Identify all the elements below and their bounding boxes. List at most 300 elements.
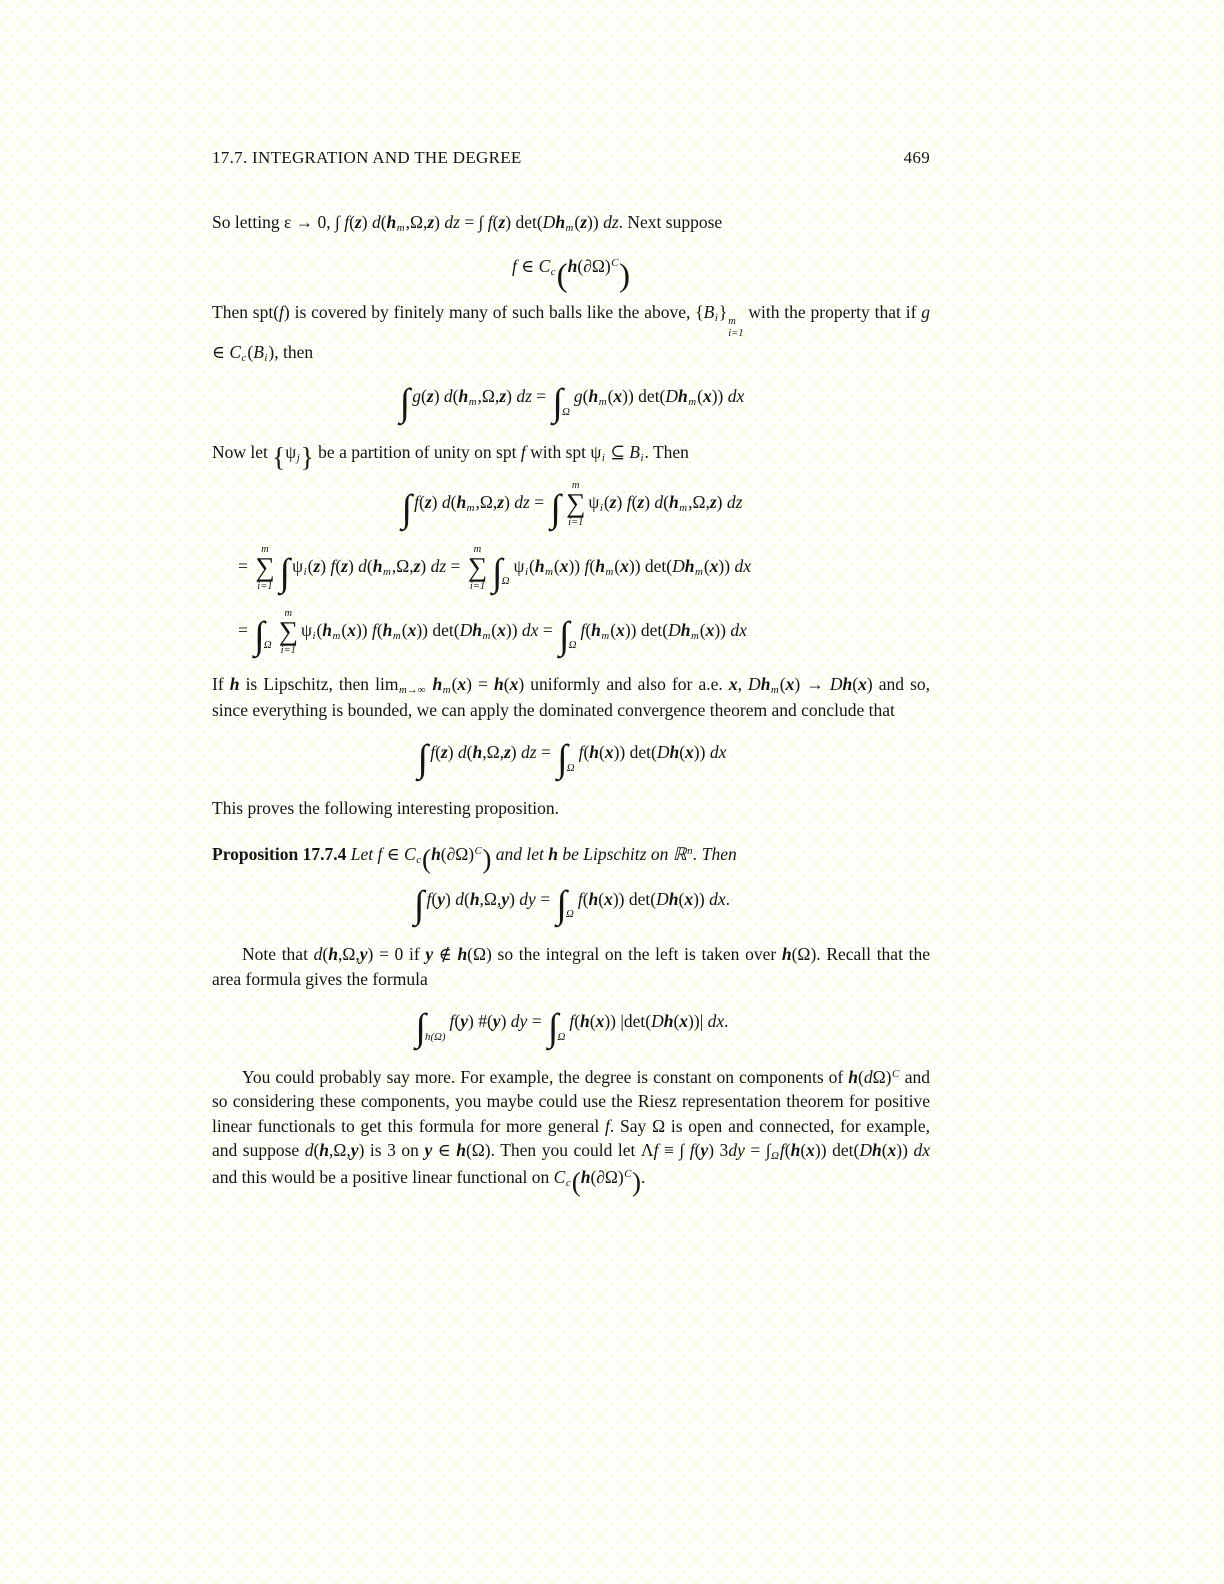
text-run: )): [714, 619, 731, 640]
text-run: (: [678, 888, 685, 909]
text-run: (: [599, 742, 605, 763]
text-run: x: [684, 888, 694, 909]
text-run: (: [366, 555, 373, 576]
text-run: x: [407, 619, 417, 640]
text-run: dx: [734, 555, 751, 576]
text-run: z: [709, 492, 717, 513]
text-run: Then spt(: [212, 302, 280, 323]
text-run: f: [689, 1140, 695, 1161]
text-run: ψ: [300, 619, 312, 640]
text-run: z: [354, 211, 362, 232]
text-run: =: [527, 1011, 546, 1032]
paragraph-then-spt: [212, 300, 930, 366]
text-run: h: [229, 673, 240, 694]
text-run: h: [458, 386, 469, 407]
text-run: )): [693, 742, 710, 763]
text-run: ,Ω,: [477, 386, 500, 407]
text-run: (: [316, 619, 323, 640]
text-run: Ω): [872, 1066, 892, 1087]
text-run: (: [376, 619, 383, 640]
text-run: z: [497, 492, 505, 513]
text-run: m: [688, 396, 697, 409]
text-run: y: [359, 944, 368, 965]
text-run: m: [695, 565, 703, 578]
text-run: ): [500, 1011, 511, 1032]
text-run: D: [459, 619, 473, 640]
text-run: h: [382, 619, 393, 640]
text-run: x: [559, 555, 569, 576]
text-run: )): [896, 1140, 914, 1161]
text-run: h: [548, 844, 558, 865]
text-run: m: [679, 502, 688, 515]
text-run: ): [616, 492, 627, 513]
text-run: h: [456, 1140, 466, 1161]
sum-operator: m ∑ i=1: [255, 543, 275, 592]
text-run: =: [538, 619, 558, 640]
text-run: (: [571, 1166, 581, 1197]
text-run: ,Ω,: [391, 555, 414, 576]
text-run: = ∫: [459, 211, 488, 232]
text-run: ): [510, 742, 521, 763]
text-run: (: [553, 555, 560, 576]
section-title: 17.7. INTEGRATION AND THE DEGREE: [212, 148, 522, 167]
text-run: z: [499, 386, 507, 407]
text-run: (: [779, 673, 786, 694]
text-run: dy: [519, 888, 536, 909]
text-run: ψ: [292, 555, 304, 576]
text-run: x: [858, 673, 867, 694]
text-run: (: [697, 386, 703, 407]
text-run: f: [578, 742, 584, 763]
text-run: (: [610, 619, 617, 640]
text-run: m: [466, 502, 475, 515]
text-run: (: [419, 492, 425, 513]
text-run: f: [330, 555, 336, 576]
text-run: dz: [726, 492, 743, 513]
text-run: h: [678, 386, 688, 407]
text-run: )) det(: [624, 619, 669, 640]
text-run: (: [349, 211, 355, 232]
text-run: dz: [603, 211, 619, 232]
text-run: i: [599, 502, 603, 515]
text-run: h: [580, 1011, 590, 1032]
text-run: be a partition of unity on spt: [313, 441, 521, 462]
text-run: c: [565, 1176, 571, 1189]
paragraph-you-could-say-more: [212, 1065, 930, 1197]
text-run: C: [229, 342, 242, 363]
integral-sign: ∫: [399, 382, 411, 424]
text-run: (: [307, 555, 314, 576]
text-run: (: [452, 386, 459, 407]
integral-sign: ∫: [417, 737, 429, 780]
text-run: D: [656, 742, 670, 763]
text-run: x: [604, 888, 613, 909]
text-run: (: [574, 1011, 581, 1032]
text-run: ): [434, 211, 445, 232]
text-run: z: [413, 555, 421, 576]
text-run: . Then: [693, 844, 737, 865]
text-run: ): [716, 492, 727, 513]
text-run: (: [450, 492, 457, 513]
text-run: Ω: [501, 575, 510, 588]
sum-operator: m ∑ i=1: [467, 543, 488, 592]
text-run: (: [463, 888, 470, 909]
text-run: )) det(: [612, 888, 657, 909]
text-run: D: [668, 619, 681, 640]
text-run: ,Ω,: [337, 944, 360, 965]
text-run: . Next suppose: [618, 211, 723, 232]
text-run: m: [601, 629, 610, 642]
text-run: (: [614, 555, 621, 576]
text-run: ): [347, 555, 359, 576]
text-run: C: [538, 256, 551, 276]
text-run: f: [520, 441, 526, 462]
text-run: Proposition 17.7.4: [212, 844, 347, 865]
text-run: d: [313, 944, 323, 965]
text-run: ) uniformly and also for a.e.: [518, 673, 729, 694]
text-run: h: [456, 492, 467, 513]
text-run: h: [580, 1166, 591, 1187]
text-run: =: [535, 888, 555, 909]
text-run: z: [498, 211, 506, 232]
text-run: (: [431, 888, 438, 909]
text-run: (: [784, 1140, 791, 1161]
text-run: f: [605, 1115, 610, 1136]
text-run: If: [212, 673, 230, 694]
text-run: ): [509, 888, 520, 909]
text-run: Ω: [566, 908, 574, 921]
text-run: ): [320, 555, 331, 576]
text-run: h: [534, 555, 545, 576]
text-run: )): [711, 386, 728, 407]
text-run: (Ω). Then you could let Λ: [465, 1140, 654, 1161]
text-run: m: [382, 565, 391, 578]
text-run: ) 3: [708, 1140, 729, 1161]
text-run: dx: [521, 619, 539, 640]
text-run: You could probably say more. For example, the degree is constant on components of: [242, 1066, 849, 1087]
page-number: 469: [903, 148, 930, 167]
text-run: )) |det(: [604, 1011, 652, 1032]
text-run: f: [569, 1011, 575, 1032]
text-run: ∈: [516, 256, 539, 276]
text-run: (: [556, 256, 568, 294]
text-run: (Ω) so the integral on the left is taken over: [467, 944, 782, 965]
text-run: ∉: [433, 944, 458, 965]
text-run: z: [341, 555, 348, 576]
text-run: h: [555, 211, 566, 232]
text-run: x: [709, 555, 719, 576]
text-run: (: [589, 1011, 596, 1032]
text-run: (: [679, 742, 686, 763]
text-run: . Then: [644, 441, 689, 462]
text-run: z: [313, 555, 321, 576]
text-run: h: [372, 555, 383, 576]
text-run: )) det(: [628, 555, 673, 576]
text-run: B: [629, 441, 640, 462]
text-run: z: [609, 492, 617, 513]
paragraph-note-that: [212, 942, 930, 991]
text-run: y: [424, 1140, 433, 1161]
text-run: h: [431, 844, 441, 865]
paragraph-this-proves: [212, 796, 930, 821]
text-run: ): [632, 1166, 642, 1197]
text-run: f: [511, 256, 517, 276]
text-run: Ω: [771, 1150, 779, 1163]
text-run: h: [591, 619, 601, 640]
integral-sign: ∫: [552, 382, 564, 424]
display-equation-area-formula: [212, 1006, 930, 1049]
display-equation-proposition: [212, 884, 930, 927]
text-run: dz: [521, 742, 537, 763]
text-run: h: [472, 742, 483, 763]
text-run: (: [492, 211, 499, 232]
text-run: dx: [707, 1011, 725, 1032]
sum-operator: m ∑ i=1: [278, 607, 298, 656]
display-equation-sum-line3: [212, 608, 930, 656]
text-run: d: [441, 492, 451, 513]
text-run: m: [565, 221, 574, 234]
text-run: f: [371, 619, 377, 640]
text-run: i: [303, 565, 307, 578]
text-run: and so considering these components, you maybe could use the Riesz representation theorem for positive linear functionals to get this formula for more general: [212, 1066, 930, 1136]
text-run: {: [272, 442, 286, 473]
text-run: f: [430, 742, 436, 763]
display-equation-sum-line2: [212, 544, 930, 592]
text-run: h: [469, 888, 480, 909]
text-run: z: [424, 492, 432, 513]
display-equation-sum-line1: [212, 480, 930, 528]
text-run: g: [573, 386, 583, 407]
text-run: dx: [709, 888, 726, 909]
text-run: f: [577, 888, 583, 909]
text-run: ) is covered by finitely many of such balls like the above, {: [283, 302, 704, 323]
display-equation-g-integral: [212, 382, 930, 424]
text-run: D: [656, 888, 669, 909]
text-run: dy: [728, 1140, 745, 1161]
text-run: ) #(: [468, 1011, 493, 1032]
text-run: )) det(: [416, 619, 460, 640]
text-run: x: [613, 386, 623, 407]
text-run: h: [494, 673, 504, 694]
text-run: be Lipschitz on ℝ: [557, 844, 687, 865]
text-run: Let f ∈ C: [346, 844, 416, 865]
text-run: x: [806, 1140, 815, 1161]
text-run: C: [891, 1067, 900, 1080]
text-run: (: [322, 944, 329, 965]
text-run: ,: [737, 673, 749, 694]
text-run: ): [618, 256, 631, 294]
text-run: (∂Ω): [577, 256, 611, 276]
text-run: ψ: [285, 441, 297, 462]
text-run: (: [703, 555, 710, 576]
text-run: d: [371, 211, 381, 232]
text-run: Ω: [263, 639, 272, 652]
text-run: m: [442, 683, 451, 696]
text-run: h: [842, 673, 853, 694]
text-run: ): [431, 492, 442, 513]
text-run: =: [529, 492, 549, 513]
text-run: (: [582, 888, 589, 909]
text-run: y: [460, 1011, 469, 1032]
text-run: ψ: [588, 492, 600, 513]
text-run: h: [760, 673, 771, 694]
text-run: Ω: [562, 405, 570, 418]
text-run: dx: [727, 386, 745, 407]
text-run: (Ω). Recall that the area formula gives the formula: [212, 944, 930, 989]
integral-sign: ∫: [415, 1006, 427, 1049]
text-run: x: [509, 673, 519, 694]
text-run: x: [595, 1011, 605, 1032]
text-run: ,Ω,: [329, 1140, 351, 1161]
text-run: h: [668, 888, 679, 909]
text-run: z: [440, 742, 448, 763]
text-run: h: [589, 742, 600, 763]
text-run: B: [253, 342, 264, 363]
integral-sign: ∫: [414, 884, 425, 927]
text-run: i: [524, 565, 528, 578]
text-run: m→∞: [398, 683, 426, 696]
paragraph-now-let: [212, 440, 930, 473]
text-run: ): [504, 492, 515, 513]
text-run: c: [241, 352, 247, 365]
text-run: (: [699, 619, 706, 640]
text-run: (: [574, 211, 581, 232]
text-run: h: [663, 1011, 674, 1032]
text-run: ) det(: [505, 211, 543, 232]
text-run: h: [588, 888, 599, 909]
integral-sign: ∫: [557, 737, 568, 780]
text-run: dx: [709, 742, 727, 763]
text-run: ) →: [794, 673, 830, 694]
integral-sign: ∫: [547, 1006, 559, 1049]
text-run: =: [536, 742, 556, 763]
text-run: (: [603, 492, 610, 513]
text-run: B: [703, 302, 715, 323]
text-run: i: [640, 451, 644, 464]
text-run: (: [583, 742, 590, 763]
text-run: x: [679, 1011, 689, 1032]
text-run: Now let: [212, 441, 273, 462]
display-equation-dominated-convergence: [212, 737, 930, 780]
text-run: ))|: [688, 1011, 708, 1032]
text-run: i: [264, 352, 268, 365]
text-run: (: [607, 386, 614, 407]
text-run: . Say Ω is open and connected, for example, and suppose: [212, 1115, 930, 1161]
text-run: =: [238, 555, 253, 576]
text-run: ): [506, 386, 517, 407]
text-run: (: [454, 1011, 461, 1032]
text-run: )): [355, 619, 372, 640]
text-run: i: [312, 629, 316, 642]
text-run: ): [482, 844, 492, 875]
text-run: dz: [444, 211, 460, 232]
text-run: h: [684, 555, 695, 576]
text-run: c: [550, 266, 556, 279]
text-run: h: [567, 256, 578, 276]
text-run: )): [505, 619, 522, 640]
text-run: z: [426, 386, 434, 407]
text-run: z: [580, 211, 588, 232]
text-run: (∂Ω): [440, 844, 475, 865]
text-run: .: [725, 888, 730, 909]
text-run: f: [449, 1011, 455, 1032]
text-run: D: [651, 1011, 664, 1032]
text-run: (: [247, 342, 254, 363]
text-run: )): [718, 555, 735, 576]
text-run: h: [781, 944, 792, 965]
text-run: dx: [913, 1140, 930, 1161]
paragraph-so-letting: [212, 210, 930, 236]
text-run: (: [341, 619, 348, 640]
integral-sign: ∫: [550, 487, 562, 530]
text-run: (: [503, 673, 510, 694]
text-run: (: [582, 386, 589, 407]
text-run: (: [858, 1066, 864, 1087]
text-run: h: [595, 555, 605, 576]
text-run: dz: [430, 555, 447, 576]
text-run: ): [433, 386, 444, 407]
text-run: ,Ω,: [475, 492, 498, 513]
text-run: ,Ω,: [482, 742, 504, 763]
text-run: z: [427, 211, 435, 232]
text-run: (: [466, 742, 473, 763]
text-run: z: [637, 492, 645, 513]
text-run: dx: [730, 619, 747, 640]
text-run: h: [432, 673, 443, 694]
text-run: j: [296, 451, 300, 464]
text-run: y: [350, 1140, 359, 1161]
text-run: ,Ω,: [479, 888, 502, 909]
text-run: m: [392, 629, 401, 642]
text-run: (: [631, 492, 638, 513]
text-run: h: [680, 619, 691, 640]
text-run: ): [445, 888, 456, 909]
text-run: C: [624, 1167, 632, 1180]
display-equation-f-in-Cc: [212, 254, 930, 294]
sup-sub-stack: m i=1: [728, 315, 744, 340]
text-run: h(Ω): [425, 1030, 446, 1043]
text-run: Note that: [242, 944, 314, 965]
text-run: Ω: [566, 761, 575, 774]
text-run: (: [435, 742, 441, 763]
text-run: f: [414, 492, 420, 513]
text-run: f: [626, 492, 632, 513]
text-run: .: [641, 1166, 646, 1187]
text-run: g: [921, 302, 930, 323]
text-run: z: [503, 742, 511, 763]
text-run: f: [779, 1140, 785, 1161]
text-run: C: [611, 257, 619, 270]
text-run: m: [396, 221, 405, 234]
text-run: n: [687, 845, 693, 858]
text-run: ): [447, 742, 458, 763]
text-run: g: [412, 386, 422, 407]
text-run: y: [492, 1011, 501, 1032]
sum-operator: m ∑ i=1: [566, 480, 586, 528]
text-run: x: [347, 619, 356, 640]
text-run: Ω: [568, 639, 577, 652]
text-run: (: [422, 844, 432, 875]
text-run: (: [313, 1140, 320, 1161]
text-run: i: [601, 451, 605, 464]
text-run: h: [472, 619, 482, 640]
text-run: h: [319, 1140, 330, 1161]
text-run: )) det(: [814, 1140, 860, 1161]
integral-sign: ∫: [556, 884, 567, 927]
text-run: x: [620, 555, 629, 576]
text-run: (: [529, 555, 535, 576]
text-run: (: [800, 1140, 807, 1161]
